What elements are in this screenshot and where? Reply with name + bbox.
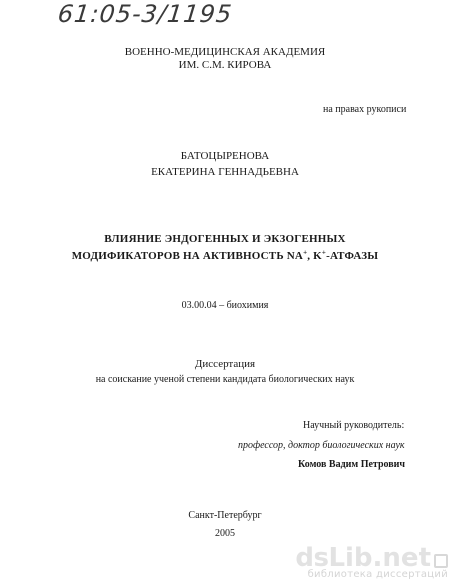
book-icon: [434, 554, 448, 568]
degree-line: на соискание ученой степени кандидата биологических наук: [95, 374, 355, 385]
supervisor-title: профессор, доктор биологических наук: [238, 440, 405, 451]
title-line-2-prefix: МОДИФИКАТОРОВ НА АКТИВНОСТЬ NA: [71, 250, 304, 262]
title-line-2-middle: , K: [307, 250, 322, 262]
watermark-logo: [295, 545, 448, 571]
supervisor-heading: Научный руководитель:: [303, 420, 405, 431]
watermark-logo-prefix: ds: [295, 543, 329, 573]
institution-line-2: ИМ. С.М. КИРОВА: [178, 59, 272, 71]
author-given-names: ЕКАТЕРИНА ГЕННАДЬЕВНА: [151, 166, 299, 178]
title-superscript-2: +: [321, 248, 327, 257]
specialty-code: 03.00.04 – биохимия: [181, 300, 269, 311]
watermark-subtitle: библиотека диссертаций: [307, 569, 448, 580]
institution-line-1: ВОЕННО-МЕДИЦИНСКАЯ АКАДЕМИЯ: [124, 46, 326, 58]
title-line-2-suffix: -АТФАЗЫ: [326, 250, 379, 262]
work-type: Диссертация: [194, 358, 256, 370]
year: 2005: [215, 528, 235, 539]
city: Санкт-Петербург: [188, 510, 262, 521]
title-superscript-1: +: [303, 248, 308, 257]
supervisor-name: Комов Вадим Петрович: [298, 459, 406, 470]
handwritten-catalog-number: 61:05-3/1195: [56, 0, 234, 28]
watermark-logo-suffix: Lib.net: [328, 543, 431, 573]
rights-note: на правах рукописи: [323, 104, 407, 115]
dslib-watermark: [295, 545, 448, 580]
dissertation-title-line-2: [0, 249, 450, 264]
dissertation-title-line-1: ВЛИЯНИЕ ЭНДОГЕННЫХ И ЭКЗОГЕННЫХ: [104, 233, 346, 245]
author-surname: БАТОЦЫРЕНОВА: [180, 150, 270, 162]
